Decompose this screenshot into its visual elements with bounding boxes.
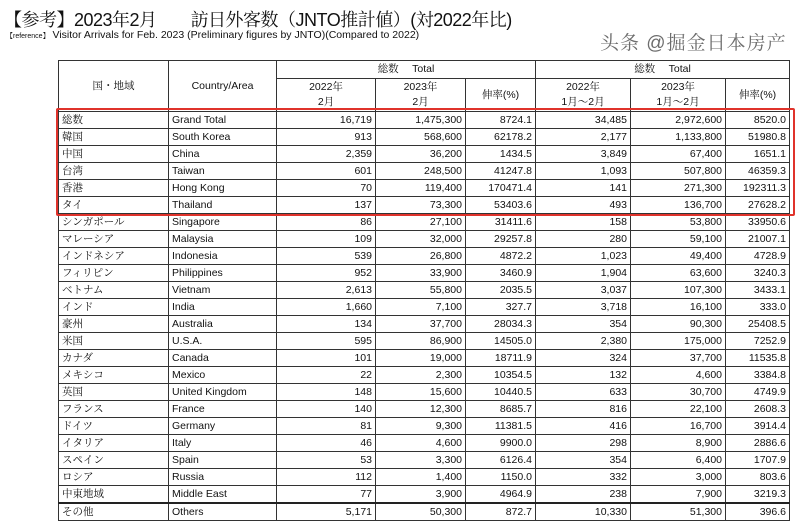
cell-growth-janfeb: 333.0 (726, 299, 790, 316)
cell-2022-feb: 148 (277, 384, 376, 401)
cell-growth-janfeb: 11535.8 (726, 350, 790, 367)
cell-2022-janfeb: 238 (536, 486, 631, 504)
header-2023-feb (376, 79, 466, 112)
cell-2023-janfeb: 63,600 (631, 265, 726, 282)
table-row (59, 452, 790, 469)
cell-2022-janfeb: 158 (536, 214, 631, 231)
table-row (59, 384, 790, 401)
subtitle-ref: 【reference】 (6, 33, 50, 40)
table-row (59, 282, 790, 299)
header-2022-janfeb-months: 1月～2月 (561, 96, 605, 109)
cell-2022-feb: 16,719 (277, 112, 376, 129)
cell-2023-janfeb: 507,800 (631, 163, 726, 180)
cell-2023-janfeb: 6,400 (631, 452, 726, 469)
cell-2022-feb: 5,171 (277, 503, 376, 521)
cell-growth-feb: 28034.3 (466, 316, 536, 333)
table-row (59, 129, 790, 146)
cell-2022-feb: 2,613 (277, 282, 376, 299)
cell-en-name: Russia (169, 469, 277, 486)
table-row (59, 231, 790, 248)
cell-growth-janfeb: 51980.8 (726, 129, 790, 146)
cell-jp-name: インド (59, 299, 169, 316)
cell-2022-janfeb: 141 (536, 180, 631, 197)
table-row (59, 401, 790, 418)
table-row (59, 265, 790, 282)
cell-2023-janfeb: 90,300 (631, 316, 726, 333)
cell-2023-feb: 55,800 (376, 282, 466, 299)
cell-2023-feb: 3,300 (376, 452, 466, 469)
cell-2022-janfeb: 633 (536, 384, 631, 401)
cell-en-name: United Kingdom (169, 384, 277, 401)
cell-2023-janfeb: 16,700 (631, 418, 726, 435)
cell-2022-janfeb: 324 (536, 350, 631, 367)
cell-2023-feb: 3,900 (376, 486, 466, 504)
cell-en-name: Germany (169, 418, 277, 435)
cell-2022-feb: 952 (277, 265, 376, 282)
title-ref: 【参考】2023年2月 (4, 10, 157, 30)
cell-2022-janfeb: 10,330 (536, 503, 631, 521)
cell-2022-feb: 913 (277, 129, 376, 146)
table-row (59, 350, 790, 367)
header-2022-feb-year: 2022年 (309, 81, 343, 94)
cell-growth-janfeb: 3240.3 (726, 265, 790, 282)
cell-growth-janfeb: 21007.1 (726, 231, 790, 248)
cell-growth-janfeb: 25408.5 (726, 316, 790, 333)
cell-2023-janfeb: 49,400 (631, 248, 726, 265)
cell-growth-feb: 872.7 (466, 503, 536, 521)
cell-jp-name: ベトナム (59, 282, 169, 299)
cell-2023-feb: 9,300 (376, 418, 466, 435)
cell-2023-janfeb: 136,700 (631, 197, 726, 214)
cell-2023-janfeb: 3,000 (631, 469, 726, 486)
cell-2023-feb: 4,600 (376, 435, 466, 452)
cell-growth-feb: 53403.6 (466, 197, 536, 214)
table-row (59, 435, 790, 452)
cell-2023-feb: 73,300 (376, 197, 466, 214)
cell-2022-janfeb: 1,093 (536, 163, 631, 180)
cell-en-name: Taiwan (169, 163, 277, 180)
cell-growth-feb: 10354.5 (466, 367, 536, 384)
table-row (59, 146, 790, 163)
cell-growth-janfeb: 27628.2 (726, 197, 790, 214)
cell-2022-feb: 81 (277, 418, 376, 435)
cell-2022-janfeb: 493 (536, 197, 631, 214)
cell-2022-feb: 539 (277, 248, 376, 265)
cell-2022-feb: 22 (277, 367, 376, 384)
visitor-table (58, 60, 790, 521)
cell-jp-name: イタリア (59, 435, 169, 452)
cell-2023-feb: 33,900 (376, 265, 466, 282)
cell-2022-feb: 112 (277, 469, 376, 486)
cell-2023-janfeb: 2,972,600 (631, 112, 726, 129)
cell-en-name: U.S.A. (169, 333, 277, 350)
cell-2023-feb: 50,300 (376, 503, 466, 521)
cell-en-name: Spain (169, 452, 277, 469)
cell-2022-feb: 2,359 (277, 146, 376, 163)
cell-2023-janfeb: 4,600 (631, 367, 726, 384)
cell-2022-janfeb: 1,023 (536, 248, 631, 265)
header-2023-janfeb-year: 2023年 (661, 81, 695, 94)
cell-2023-feb: 119,400 (376, 180, 466, 197)
table-row (59, 503, 790, 521)
cell-en-name: Middle East (169, 486, 277, 504)
cell-growth-feb: 1150.0 (466, 469, 536, 486)
cell-growth-janfeb: 396.6 (726, 503, 790, 521)
cell-growth-feb: 1434.5 (466, 146, 536, 163)
subtitle-text: Visitor Arrivals for Feb. 2023 (Preliminary figures by JNTO)(Compared to 2022) (52, 29, 420, 41)
table-row (59, 197, 790, 214)
cell-jp-name: 豪州 (59, 316, 169, 333)
cell-2023-feb: 2,300 (376, 367, 466, 384)
cell-2023-feb: 26,800 (376, 248, 466, 265)
cell-growth-feb: 29257.8 (466, 231, 536, 248)
cell-jp-name: シンガポール (59, 214, 169, 231)
cell-2023-janfeb: 107,300 (631, 282, 726, 299)
cell-en-name: Grand Total (169, 112, 277, 129)
cell-growth-feb: 3460.9 (466, 265, 536, 282)
subtitle (6, 29, 419, 41)
cell-2023-janfeb: 16,100 (631, 299, 726, 316)
header-2022-feb-month: 2月 (317, 96, 335, 109)
cell-growth-janfeb: 2608.3 (726, 401, 790, 418)
cell-2023-feb: 1,475,300 (376, 112, 466, 129)
cell-en-name: Canada (169, 350, 277, 367)
cell-jp-name: 中東地域 (59, 486, 169, 504)
cell-growth-feb: 11381.5 (466, 418, 536, 435)
title-main: 訪日外客数（JNTO推計値）(対2022年比) (190, 10, 512, 30)
cell-growth-janfeb: 3219.3 (726, 486, 790, 504)
cell-en-name: Philippines (169, 265, 277, 282)
cell-growth-janfeb: 192311.3 (726, 180, 790, 197)
cell-growth-feb: 4964.9 (466, 486, 536, 504)
cell-2023-janfeb: 53,800 (631, 214, 726, 231)
cell-2022-feb: 595 (277, 333, 376, 350)
cell-jp-name: ロシア (59, 469, 169, 486)
cell-jp-name: その他 (59, 503, 169, 521)
cell-en-name: Others (169, 503, 277, 521)
cell-2023-feb: 19,000 (376, 350, 466, 367)
cell-2023-feb: 7,100 (376, 299, 466, 316)
cell-2022-feb: 77 (277, 486, 376, 504)
table-row (59, 333, 790, 350)
cell-growth-janfeb: 1707.9 (726, 452, 790, 469)
cell-2022-janfeb: 3,718 (536, 299, 631, 316)
cell-2022-feb: 601 (277, 163, 376, 180)
cell-en-name: Singapore (169, 214, 277, 231)
cell-growth-janfeb: 1651.1 (726, 146, 790, 163)
cell-jp-name: 中国 (59, 146, 169, 163)
cell-jp-name: マレーシア (59, 231, 169, 248)
watermark: 头条 @掘金日本房产 (600, 33, 787, 54)
cell-2023-janfeb: 37,700 (631, 350, 726, 367)
cell-2022-janfeb: 34,485 (536, 112, 631, 129)
table-row (59, 214, 790, 231)
cell-growth-feb: 2035.5 (466, 282, 536, 299)
table-row (59, 180, 790, 197)
cell-growth-feb: 31411.6 (466, 214, 536, 231)
cell-growth-janfeb: 2886.6 (726, 435, 790, 452)
cell-growth-feb: 327.7 (466, 299, 536, 316)
cell-2023-feb: 37,700 (376, 316, 466, 333)
cell-jp-name: 韓国 (59, 129, 169, 146)
cell-growth-janfeb: 3384.8 (726, 367, 790, 384)
cell-2023-janfeb: 30,700 (631, 384, 726, 401)
cell-growth-feb: 8724.1 (466, 112, 536, 129)
cell-2022-janfeb: 2,380 (536, 333, 631, 350)
cell-2022-feb: 46 (277, 435, 376, 452)
cell-growth-feb: 10440.5 (466, 384, 536, 401)
cell-2023-janfeb: 59,100 (631, 231, 726, 248)
cell-jp-name: 台湾 (59, 163, 169, 180)
cell-2022-feb: 101 (277, 350, 376, 367)
cell-jp-name: タイ (59, 197, 169, 214)
cell-2022-janfeb: 354 (536, 452, 631, 469)
cell-2023-feb: 1,400 (376, 469, 466, 486)
table-row (59, 112, 790, 129)
cell-2022-janfeb: 1,904 (536, 265, 631, 282)
header-2022-feb (277, 79, 376, 112)
cell-en-name: Hong Kong (169, 180, 277, 197)
cell-2022-janfeb: 816 (536, 401, 631, 418)
cell-2022-janfeb: 298 (536, 435, 631, 452)
cell-2023-janfeb: 67,400 (631, 146, 726, 163)
cell-growth-feb: 4872.2 (466, 248, 536, 265)
cell-2022-feb: 70 (277, 180, 376, 197)
cell-en-name: Indonesia (169, 248, 277, 265)
header-growth-janfeb: 伸率(%) (726, 79, 790, 112)
cell-2023-feb: 36,200 (376, 146, 466, 163)
cell-2023-janfeb: 51,300 (631, 503, 726, 521)
cell-2022-janfeb: 354 (536, 316, 631, 333)
header-total-janfeb: 総数 Total (536, 61, 790, 79)
cell-en-name: Australia (169, 316, 277, 333)
cell-en-name: France (169, 401, 277, 418)
cell-2023-janfeb: 8,900 (631, 435, 726, 452)
cell-growth-janfeb: 46359.3 (726, 163, 790, 180)
cell-2023-feb: 15,600 (376, 384, 466, 401)
table-row (59, 367, 790, 384)
cell-2022-janfeb: 2,177 (536, 129, 631, 146)
cell-2022-feb: 109 (277, 231, 376, 248)
cell-growth-janfeb: 803.6 (726, 469, 790, 486)
cell-en-name: China (169, 146, 277, 163)
cell-growth-janfeb: 33950.6 (726, 214, 790, 231)
cell-jp-name: 米国 (59, 333, 169, 350)
cell-en-name: Italy (169, 435, 277, 452)
cell-jp-name: カナダ (59, 350, 169, 367)
header-jp: 国・地域 (59, 61, 169, 112)
cell-jp-name: メキシコ (59, 367, 169, 384)
cell-2023-feb: 248,500 (376, 163, 466, 180)
cell-2022-feb: 134 (277, 316, 376, 333)
cell-en-name: South Korea (169, 129, 277, 146)
header-2023-janfeb (631, 79, 726, 112)
cell-growth-janfeb: 4749.9 (726, 384, 790, 401)
cell-growth-janfeb: 8520.0 (726, 112, 790, 129)
table-row (59, 486, 790, 504)
cell-2023-janfeb: 7,900 (631, 486, 726, 504)
cell-jp-name: 総数 (59, 112, 169, 129)
cell-2023-janfeb: 175,000 (631, 333, 726, 350)
header-2022-janfeb (536, 79, 631, 112)
header-2023-feb-year: 2023年 (403, 81, 438, 94)
header-total-feb: 総数 Total (277, 61, 536, 79)
table-row (59, 248, 790, 265)
cell-2022-janfeb: 3,037 (536, 282, 631, 299)
cell-growth-feb: 170471.4 (466, 180, 536, 197)
cell-growth-janfeb: 3433.1 (726, 282, 790, 299)
cell-2023-feb: 27,100 (376, 214, 466, 231)
cell-growth-janfeb: 7252.9 (726, 333, 790, 350)
header-growth-feb: 伸率(%) (466, 79, 536, 112)
cell-jp-name: 香港 (59, 180, 169, 197)
cell-2023-feb: 12,300 (376, 401, 466, 418)
table-row (59, 418, 790, 435)
cell-2023-janfeb: 271,300 (631, 180, 726, 197)
cell-jp-name: スペイン (59, 452, 169, 469)
cell-jp-name: ドイツ (59, 418, 169, 435)
cell-2022-janfeb: 332 (536, 469, 631, 486)
cell-en-name: Vietnam (169, 282, 277, 299)
cell-2023-janfeb: 22,100 (631, 401, 726, 418)
cell-jp-name: フィリピン (59, 265, 169, 282)
cell-2022-janfeb: 132 (536, 367, 631, 384)
cell-2022-feb: 1,660 (277, 299, 376, 316)
cell-2023-feb: 568,600 (376, 129, 466, 146)
cell-en-name: Malaysia (169, 231, 277, 248)
cell-en-name: Thailand (169, 197, 277, 214)
cell-growth-feb: 8685.7 (466, 401, 536, 418)
cell-growth-feb: 62178.2 (466, 129, 536, 146)
cell-jp-name: 英国 (59, 384, 169, 401)
header-2023-janfeb-months: 1月～2月 (656, 96, 700, 109)
cell-2022-janfeb: 416 (536, 418, 631, 435)
table-row (59, 299, 790, 316)
table-row (59, 163, 790, 180)
cell-growth-feb: 14505.0 (466, 333, 536, 350)
cell-en-name: Mexico (169, 367, 277, 384)
cell-2023-feb: 32,000 (376, 231, 466, 248)
cell-jp-name: フランス (59, 401, 169, 418)
cell-2022-janfeb: 280 (536, 231, 631, 248)
cell-2022-feb: 137 (277, 197, 376, 214)
cell-jp-name: インドネシア (59, 248, 169, 265)
cell-2023-feb: 86,900 (376, 333, 466, 350)
cell-en-name: India (169, 299, 277, 316)
cell-growth-janfeb: 4728.9 (726, 248, 790, 265)
header-2022-janfeb-year: 2022年 (566, 81, 600, 94)
header-en: Country/Area (169, 61, 277, 112)
cell-growth-feb: 9900.0 (466, 435, 536, 452)
cell-2022-feb: 53 (277, 452, 376, 469)
header-2023-feb-month: 2月 (412, 96, 429, 109)
cell-2022-janfeb: 3,849 (536, 146, 631, 163)
cell-2022-feb: 140 (277, 401, 376, 418)
cell-2023-janfeb: 1,133,800 (631, 129, 726, 146)
table-row (59, 316, 790, 333)
cell-growth-feb: 18711.9 (466, 350, 536, 367)
cell-growth-feb: 41247.8 (466, 163, 536, 180)
cell-growth-janfeb: 3914.4 (726, 418, 790, 435)
cell-2022-feb: 86 (277, 214, 376, 231)
cell-growth-feb: 6126.4 (466, 452, 536, 469)
table-row (59, 469, 790, 486)
